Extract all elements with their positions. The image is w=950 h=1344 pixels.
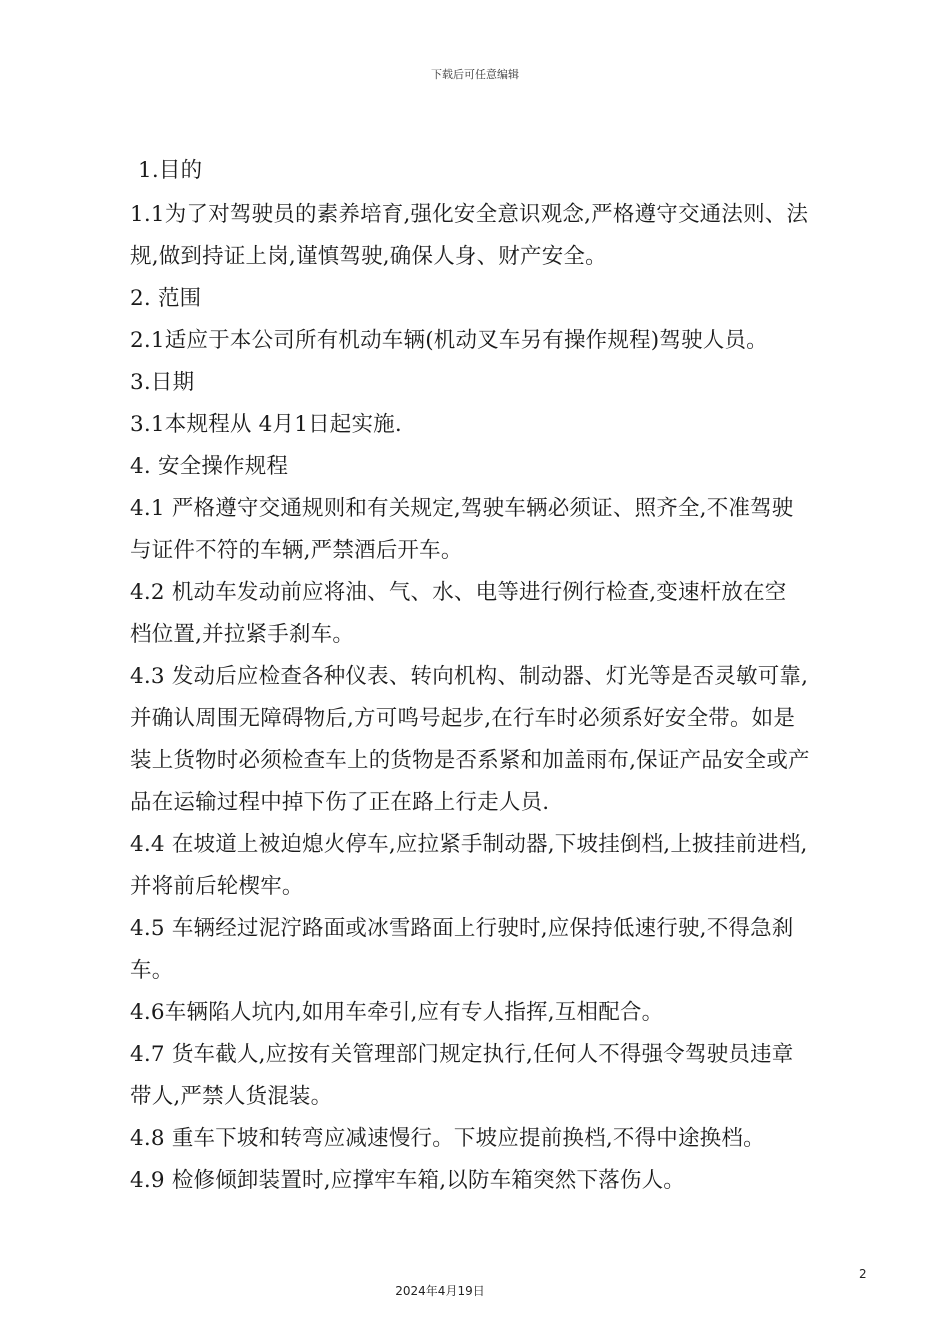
paragraph-line: 4.9 检修倾卸装置时,应撑牢车箱,以防车箱突然下落伤人。 <box>130 1168 685 1193</box>
paragraph-line: 4.3 发动后应检查各种仪表、转向机构、制动器、灯光等是否灵敏可靠, <box>130 664 809 689</box>
paragraph-line: 4.4 在坡道上被迫熄火停车,应拉紧手制动器,下坡挂倒档,上披挂前进档, <box>130 832 808 857</box>
paragraph-line: 并确认周围无障碍物后,方可鸣号起步,在行车时必须系好安全带。如是 <box>130 706 796 731</box>
paragraph-line: 带人,严禁人货混装。 <box>130 1084 333 1109</box>
paragraph-line: 1.1为了对驾驶员的素养培育,强化安全意识观念,严格遵守交通法则、法 <box>130 202 809 227</box>
paragraph-line: 档位置,并拉紧手刹车。 <box>130 622 355 647</box>
section-heading-purpose: 1.目的 <box>138 158 203 183</box>
section-heading-safety-rules: 4. 安全操作规程 <box>130 454 289 479</box>
paragraph-line: 4.7 货车截人,应按有关管理部门规定执行,任何人不得强令驾驶员违章 <box>130 1042 794 1067</box>
page-header: 下载后可任意编辑 <box>431 68 519 81</box>
paragraph-line: 4.2 机动车发动前应将油、气、水、电等进行例行检查,变速杆放在空 <box>130 580 787 605</box>
paragraph-line: 4.5 车辆经过泥泞路面或冰雪路面上行驶时,应保持低速行驶,不得急刹 <box>130 916 794 941</box>
document-body <box>130 150 870 1202</box>
paragraph-line: 规,做到持证上岗,谨慎驾驶,确保人身、财产安全。 <box>130 244 607 269</box>
paragraph-line: 4.8 重车下坡和转弯应减速慢行。下坡应提前换档,不得中途换档。 <box>130 1126 765 1151</box>
paragraph-line: 4.6车辆陷人坑内,如用车牵引,应有专人指挥,互相配合。 <box>130 1000 664 1025</box>
paragraph-line: 车。 <box>130 958 174 983</box>
paragraph-line: 3.1本规程从 4月1日起实施. <box>130 412 402 437</box>
section-heading-date: 3.日期 <box>130 370 195 395</box>
paragraph-line: 装上货物时必须检查车上的货物是否系紧和加盖雨布,保证产品安全或产 <box>130 748 810 773</box>
paragraph-line: 并将前后轮楔牢。 <box>130 874 304 899</box>
footer-date: 2024年4月19日 <box>395 1284 485 1298</box>
paragraph-line: 4.1 严格遵守交通规则和有关规定,驾驶车辆必须证、照齐全,不准驾驶 <box>130 496 794 521</box>
page-number: 2 <box>859 1267 867 1281</box>
paragraph-line: 与证件不符的车辆,严禁酒后开车。 <box>130 538 463 563</box>
paragraph-line: 2.1适应于本公司所有机动车辆(机动叉车另有操作规程)驾驶人员。 <box>130 328 768 353</box>
paragraph-line: 品在运输过程中掉下伤了正在路上行走人员. <box>130 790 550 815</box>
section-heading-scope: 2. 范围 <box>130 286 202 311</box>
